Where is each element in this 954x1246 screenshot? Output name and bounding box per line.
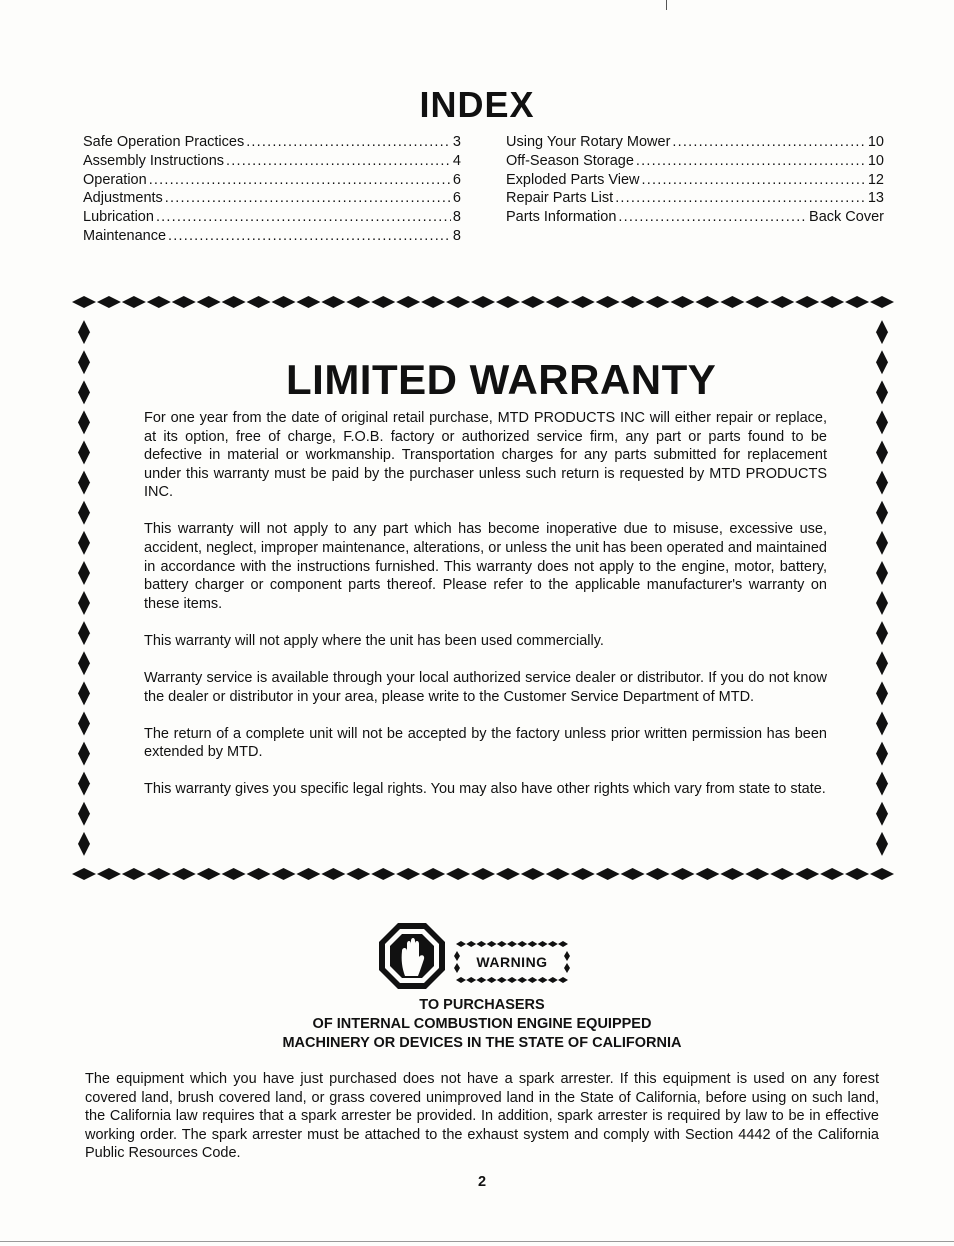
border-diamond bbox=[517, 941, 527, 947]
border-diamond bbox=[296, 296, 320, 308]
border-diamond bbox=[876, 621, 888, 645]
border-diamond bbox=[296, 868, 320, 880]
index-entry bbox=[83, 171, 461, 190]
border-diamond bbox=[546, 296, 570, 308]
border-diamond bbox=[456, 941, 466, 947]
warranty-title: LIMITED WARRANTY bbox=[286, 356, 717, 403]
index-entry-label: Adjustments bbox=[83, 190, 163, 207]
border-diamond bbox=[548, 941, 558, 947]
index-entry-page: 10 bbox=[867, 152, 884, 169]
border-diamond bbox=[72, 868, 96, 880]
index-entry bbox=[83, 133, 461, 152]
index-entry-label: Off-Season Storage bbox=[506, 152, 634, 169]
border-diamond bbox=[870, 296, 894, 308]
index-entry-page: Back Cover bbox=[809, 209, 884, 226]
border-diamond bbox=[496, 868, 520, 880]
index-title: INDEX bbox=[419, 84, 535, 125]
border-diamond bbox=[72, 296, 96, 308]
index-entry bbox=[83, 189, 461, 208]
border-diamond bbox=[876, 561, 888, 585]
warranty-paragraph: Warranty service is available through your local authorized service dealer or distributor. If you do not know the dealer or distributor in your area, please write to the Customer Service Department of MTD. bbox=[144, 670, 827, 705]
dot-leader bbox=[618, 208, 807, 227]
dot-leader bbox=[246, 133, 451, 152]
border-diamond bbox=[720, 296, 744, 308]
border-diamond bbox=[476, 977, 486, 983]
border-diamond bbox=[78, 772, 90, 796]
border-diamond bbox=[197, 296, 221, 308]
border-diamond bbox=[558, 941, 568, 947]
border-diamond bbox=[421, 868, 445, 880]
index-entry-label: Maintenance bbox=[83, 227, 167, 244]
index-entry bbox=[506, 208, 884, 227]
border-diamond bbox=[876, 410, 888, 434]
border-diamond bbox=[795, 296, 819, 308]
border-diamond bbox=[695, 296, 719, 308]
border-diamond bbox=[122, 296, 146, 308]
border-diamond bbox=[745, 296, 769, 308]
border-diamond bbox=[78, 380, 90, 404]
border-diamond bbox=[446, 296, 470, 308]
border-diamond bbox=[78, 742, 90, 766]
border-diamond bbox=[507, 977, 517, 983]
border-diamond bbox=[147, 296, 171, 308]
border-diamond bbox=[596, 868, 620, 880]
border-diamond bbox=[321, 296, 345, 308]
border-diamond bbox=[78, 802, 90, 826]
border-diamond bbox=[172, 296, 196, 308]
border-diamond bbox=[646, 296, 670, 308]
border-diamond bbox=[527, 941, 537, 947]
warranty-paragraph: This warranty will not apply to any part which has become inoperative due to misuse, excessive use, accident, neglect, improper maintenance, alterations, or unless the unit has been operated and maintained in accordance with the instructions furnished. This warranty does not apply to the engine, motor, battery, battery charger or component parts thereof. Please refer to the applicable manufacturer's warranty on these items. bbox=[144, 521, 827, 612]
heading-line: MACHINERY OR DEVICES IN THE STATE OF CALIFORNIA bbox=[282, 1035, 682, 1051]
border-diamond bbox=[571, 868, 595, 880]
warranty-paragraph: For one year from the date of original retail purchase, MTD PRODUCTS INC will either repair or replace, at its option, free of charge, F.O.B. factory or authorized service firm, any part or parts found to be defective in material or workmanship. Transportation charges for any parts submitted for replacement under this warranty must be paid by the purchaser unless such return is requested by MTD PRODUCTS INC. bbox=[144, 410, 827, 501]
border-diamond bbox=[720, 868, 744, 880]
border-diamond bbox=[446, 868, 470, 880]
index-entry-label: Operation bbox=[83, 171, 147, 188]
border-diamond bbox=[456, 977, 466, 983]
index-entry bbox=[506, 171, 884, 190]
border-diamond bbox=[870, 868, 894, 880]
border-diamond bbox=[78, 531, 90, 555]
border-diamond bbox=[596, 296, 620, 308]
border-diamond bbox=[396, 868, 420, 880]
border-diamond bbox=[546, 868, 570, 880]
index-entry-page: 10 bbox=[867, 134, 884, 150]
border-diamond bbox=[272, 868, 296, 880]
index-entry-page: 13 bbox=[867, 190, 884, 207]
dot-leader bbox=[636, 152, 866, 171]
border-diamond bbox=[876, 320, 888, 344]
border-diamond bbox=[876, 742, 888, 766]
border-diamond bbox=[78, 832, 90, 856]
border-diamond bbox=[695, 868, 719, 880]
border-diamond bbox=[538, 977, 548, 983]
border-diamond bbox=[346, 868, 370, 880]
border-diamond bbox=[97, 296, 121, 308]
border-diamond bbox=[222, 296, 246, 308]
warning-label: WARNING bbox=[476, 954, 548, 970]
border-diamond bbox=[471, 868, 495, 880]
index-entry-label: Safe Operation Practices bbox=[83, 134, 245, 150]
dot-leader bbox=[226, 152, 451, 171]
border-diamond bbox=[770, 868, 794, 880]
border-diamond bbox=[78, 441, 90, 465]
border-diamond bbox=[795, 868, 819, 880]
border-diamond bbox=[621, 296, 645, 308]
index-entry bbox=[83, 152, 461, 171]
border-diamond bbox=[222, 868, 246, 880]
index-entry-page: 6 bbox=[452, 190, 461, 207]
border-diamond bbox=[876, 832, 888, 856]
border-diamond bbox=[820, 296, 844, 308]
index-entry-label: Lubrication bbox=[83, 209, 154, 226]
warranty-paragraph: This warranty will not apply where the unit has been used commercially. bbox=[144, 632, 604, 649]
index-entry-page: 3 bbox=[452, 134, 461, 150]
heading-line: TO PURCHASERS bbox=[419, 997, 545, 1013]
border-diamond bbox=[671, 868, 695, 880]
border-diamond bbox=[538, 941, 548, 947]
border-diamond bbox=[876, 350, 888, 374]
border-diamond bbox=[876, 711, 888, 735]
border-diamond bbox=[876, 802, 888, 826]
border-diamond bbox=[521, 868, 545, 880]
index-entry-page: 4 bbox=[452, 152, 461, 169]
index-entry bbox=[83, 227, 461, 246]
border-diamond bbox=[321, 868, 345, 880]
index-entry bbox=[83, 208, 461, 227]
dot-leader bbox=[615, 189, 866, 208]
border-diamond bbox=[671, 296, 695, 308]
border-diamond bbox=[78, 410, 90, 434]
border-diamond bbox=[122, 868, 146, 880]
index-entry bbox=[506, 152, 884, 171]
border-diamond bbox=[876, 681, 888, 705]
border-diamond bbox=[496, 296, 520, 308]
border-diamond bbox=[487, 977, 497, 983]
border-diamond bbox=[78, 711, 90, 735]
border-diamond bbox=[346, 296, 370, 308]
border-diamond bbox=[571, 296, 595, 308]
border-diamond bbox=[521, 296, 545, 308]
border-diamond bbox=[770, 296, 794, 308]
border-diamond bbox=[548, 977, 558, 983]
border-diamond bbox=[78, 651, 90, 675]
border-diamond bbox=[466, 977, 476, 983]
border-diamond bbox=[876, 501, 888, 525]
border-diamond bbox=[497, 941, 507, 947]
border-diamond bbox=[517, 977, 527, 983]
index-entry-page: 12 bbox=[867, 171, 884, 188]
border-diamond bbox=[466, 941, 476, 947]
border-diamond bbox=[147, 868, 171, 880]
border-diamond bbox=[845, 296, 869, 308]
border-diamond bbox=[507, 941, 517, 947]
index-entry-page: 8 bbox=[452, 209, 461, 226]
border-diamond bbox=[487, 941, 497, 947]
border-diamond bbox=[876, 772, 888, 796]
border-diamond bbox=[876, 380, 888, 404]
dot-leader bbox=[156, 208, 451, 227]
dot-leader bbox=[642, 171, 866, 190]
warranty-paragraph: The return of a complete unit will not be accepted by the factory unless prior written permission has been extended by MTD. bbox=[144, 725, 827, 761]
border-diamond bbox=[745, 868, 769, 880]
border-diamond bbox=[845, 868, 869, 880]
border-diamond bbox=[78, 471, 90, 495]
dot-leader bbox=[149, 171, 451, 190]
border-diamond bbox=[78, 320, 90, 344]
index-left-column bbox=[83, 133, 461, 246]
index-entry-label: Exploded Parts View bbox=[506, 171, 640, 188]
index-entry-label: Using Your Rotary Mower bbox=[506, 134, 671, 150]
stop-hand-icon bbox=[376, 920, 448, 992]
border-diamond bbox=[527, 977, 537, 983]
border-diamond bbox=[646, 868, 670, 880]
dot-leader bbox=[168, 227, 451, 246]
border-diamond bbox=[471, 296, 495, 308]
index-entry-label: Parts Information bbox=[506, 209, 617, 226]
top-scan-mark bbox=[666, 0, 667, 10]
index-right-column bbox=[506, 133, 884, 227]
heading-line: OF INTERNAL COMBUSTION ENGINE EQUIPPED bbox=[312, 1016, 652, 1032]
index-entry bbox=[506, 189, 884, 208]
border-diamond bbox=[876, 441, 888, 465]
border-diamond bbox=[876, 651, 888, 675]
warranty-body bbox=[144, 409, 827, 818]
california-warning-body: The equipment which you have just purchased does not have a spark arrester. If this equipment is used on any forest covered land, brush covered land, or grass covered unimproved land in the State of California, before using on such land, the California law requires that a spark arrester be provided. In addition, spark arrester is required by law to be in effective working order. The spark arrester must be attached to the exhaust system and comply with Section 4442 of the California Public Resources Code. bbox=[85, 1071, 879, 1162]
dot-leader bbox=[165, 189, 451, 208]
border-diamond bbox=[876, 471, 888, 495]
border-diamond bbox=[371, 296, 395, 308]
bottom-divider bbox=[0, 1241, 954, 1242]
border-diamond bbox=[621, 868, 645, 880]
california-warning-heading bbox=[0, 996, 954, 1053]
border-diamond bbox=[172, 868, 196, 880]
border-diamond bbox=[78, 591, 90, 615]
border-diamond bbox=[247, 868, 271, 880]
border-diamond bbox=[421, 296, 445, 308]
index-entry-page: 6 bbox=[452, 171, 461, 188]
border-diamond bbox=[197, 868, 221, 880]
index-entry-page: 8 bbox=[452, 227, 461, 244]
border-diamond bbox=[876, 591, 888, 615]
border-diamond bbox=[396, 296, 420, 308]
warning-badge bbox=[453, 938, 571, 986]
border-diamond bbox=[497, 977, 507, 983]
index-entry-label: Repair Parts List bbox=[506, 190, 614, 207]
page-number: 2 bbox=[477, 1174, 487, 1190]
border-diamond bbox=[78, 501, 90, 525]
border-diamond bbox=[820, 868, 844, 880]
index-entry bbox=[506, 133, 884, 152]
border-diamond bbox=[558, 977, 568, 983]
border-diamond bbox=[78, 681, 90, 705]
border-diamond bbox=[78, 561, 90, 585]
warranty-paragraph: This warranty gives you specific legal rights. You may also have other rights which vary from state to state. bbox=[144, 781, 826, 798]
index-entry-label: Assembly Instructions bbox=[83, 152, 225, 169]
border-diamond bbox=[97, 868, 121, 880]
border-diamond bbox=[476, 941, 486, 947]
border-diamond bbox=[272, 296, 296, 308]
border-diamond bbox=[876, 531, 888, 555]
dot-leader bbox=[672, 133, 865, 152]
border-diamond bbox=[78, 350, 90, 374]
border-diamond bbox=[371, 868, 395, 880]
border-diamond bbox=[78, 621, 90, 645]
border-diamond bbox=[247, 296, 271, 308]
